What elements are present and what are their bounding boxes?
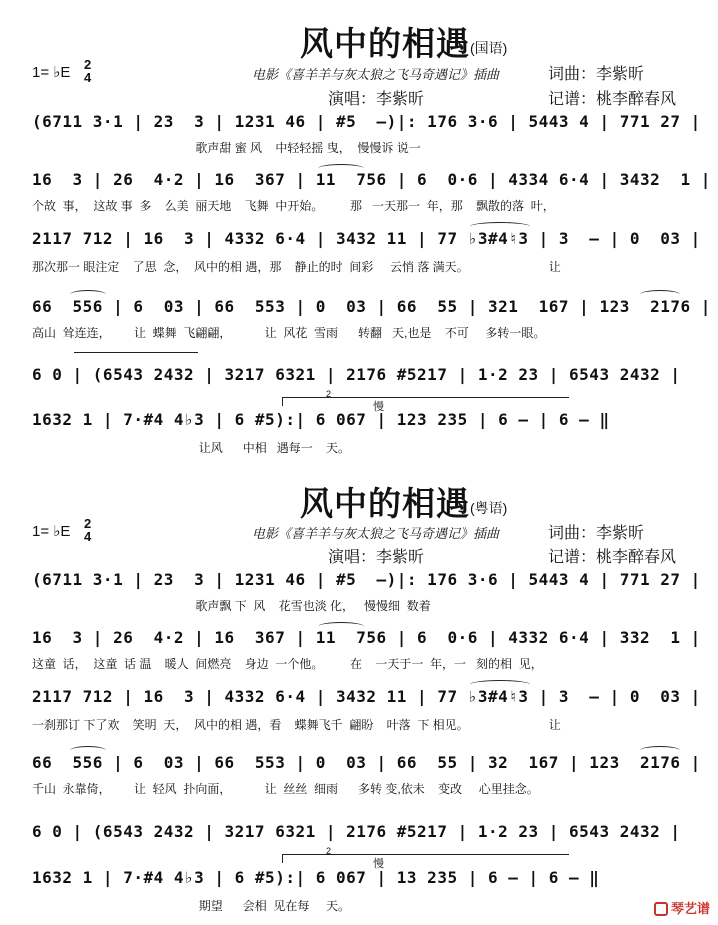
notation-row-4: 66 556 | 6 03 | 66 553 | 0 03 | 66 55 | 321 167 | 123 2176 | (32, 297, 711, 316)
notation-row-4: 66 556 | 6 03 | 66 553 | 0 03 | 66 55 | 32 167 | 123 2176 | (32, 753, 701, 772)
version-label: (粤语) (470, 500, 508, 516)
key-signature: 1= ♭E (32, 523, 71, 540)
lyrics-row-6: 让风 中相 遇每一 天。 (32, 441, 351, 455)
notation-row-1: (6711 3·1 | 23 3 | 1231 46 | #5 –)|: 176 3·6 | 5443 4 | 771 27 | (32, 112, 701, 131)
site-watermark (654, 898, 710, 917)
meter-top: 2 (84, 57, 92, 72)
notation-row-3: 2117 712 | 16 3 | 4332 6·4 | 3432 11 | 77 ♭3#4♮3 | 3 – | 0 03 | (32, 229, 701, 248)
time-signature (84, 517, 91, 543)
song-title: 风中的相遇 (300, 484, 470, 523)
lyricist-credit: 词曲：李紫昕 (548, 525, 645, 542)
sheet-cantonese (0, 462, 718, 925)
notation-row-6: 1632 1 | 7·#4 4♭3 | 6 #5):| 6 067 | 123 235 | 6 – | 6 – ‖ (32, 410, 610, 429)
slur (470, 680, 530, 689)
notation-row-2: 16 3 | 26 4·2 | 16 367 | 11 756 | 6 0·6 | 4332 6·4 | 332 1 | (32, 628, 701, 647)
singer-credit: 演唱：李紫昕 (328, 91, 425, 108)
tempo-mark: 慢 (373, 858, 384, 870)
song-title: 风中的相遇 (300, 24, 470, 63)
singer-credit: 演唱：李紫昕 (328, 549, 425, 566)
lyrics-row-6: 期望 会相 见在每 天。 (32, 899, 351, 913)
lyrics-row-3: 那次那一 眼注定 了思 念， 风中的相 遇，那 静止的时 间彩 云悄 落 满天。 让 (32, 260, 561, 274)
slur (70, 746, 106, 755)
lyrics-row-2: 个故 事， 这故 事 多 么美 丽天地 飞舞 中开始。 那 一天那一 年，那 飘散的落 叶， (32, 199, 555, 213)
tempo-mark: 慢 (373, 401, 384, 413)
film-credit: 电影《喜羊羊与灰太狼之飞马奇遇记》插曲 (252, 67, 500, 82)
meter-bottom: 4 (84, 529, 92, 544)
lyrics-row-4: 高山 耸连连， 让 蝶舞 飞翩翩， 让 风花 雪雨 转翻 天,也是 不可 多转一眼。 (32, 326, 546, 340)
sheet-mandarin (0, 0, 718, 462)
meter-bottom: 4 (84, 70, 92, 85)
slur (318, 164, 364, 173)
watermark-text: 琴艺谱 (670, 901, 710, 916)
lyrics-row-4: 千山 永靠倚， 让 轻风 扑向面， 让 丝丝 细雨 多转 变,依未 变改 心里挂念。 (32, 782, 539, 796)
slur (470, 222, 530, 231)
slur (318, 622, 364, 631)
slur (640, 290, 680, 299)
key-signature: 1= ♭E (32, 64, 71, 81)
slur (70, 290, 106, 299)
lyrics-row-2: 这童 话， 这童 话 温 暖人 间燃亮 身边 一个他。 在 一天于一 年，一 刻的相 见， (32, 657, 543, 671)
film-credit: 电影《喜羊羊与灰太狼之飞马奇遇记》插曲 (252, 526, 500, 541)
notation-row-3: 2117 712 | 16 3 | 4332 6·4 | 3432 11 | 77 ♭3#4♮3 | 3 – | 0 03 | (32, 687, 701, 706)
notation-row-5: 6 0 | (6543 2432 | 3217 6321 | 2176 #5217 | 1·2 23 | 6543 2432 | (32, 365, 681, 384)
notation-row-1: (6711 3·1 | 23 3 | 1231 46 | #5 –)|: 176 3·6 | 5443 4 | 771 27 | (32, 570, 701, 589)
lyrics-row-3: 一刹那订 下了欢 笑明 天， 风中的相 遇，看 蝶舞飞千 翩盼 叶落 下 相见。 让 (32, 718, 561, 732)
logo-icon (654, 902, 668, 916)
slur (640, 746, 680, 755)
notation-row-6: 1632 1 | 7·#4 4♭3 | 6 #5):| 6 067 | 13 235 | 6 – | 6 – ‖ (32, 868, 600, 887)
meter-top: 2 (84, 516, 92, 531)
volta-number: 2 (326, 389, 332, 399)
notation-row-5: 6 0 | (6543 2432 | 3217 6321 | 2176 #5217 | 1·2 23 | 6543 2432 | (32, 822, 681, 841)
extension-line (74, 352, 198, 353)
version-label: (国语) (470, 40, 508, 56)
lyrics-row-1: 歌声飘 下 风 花雪也淡 化， 慢慢细 数着 (32, 599, 431, 613)
transcriber-credit: 记谱：桃李醉春风 (548, 549, 677, 566)
transcriber-credit: 记谱：桃李醉春风 (548, 91, 677, 108)
volta-number: 2 (326, 846, 332, 856)
time-signature (84, 58, 91, 84)
lyricist-credit: 词曲：李紫昕 (548, 66, 645, 83)
notation-row-2: 16 3 | 26 4·2 | 16 367 | 11 756 | 6 0·6 | 4334 6·4 | 3432 1 | (32, 170, 711, 189)
lyrics-row-1: 歌声甜 蜜 风 中轻轻摇 曳， 慢慢诉 说一 (32, 141, 421, 155)
